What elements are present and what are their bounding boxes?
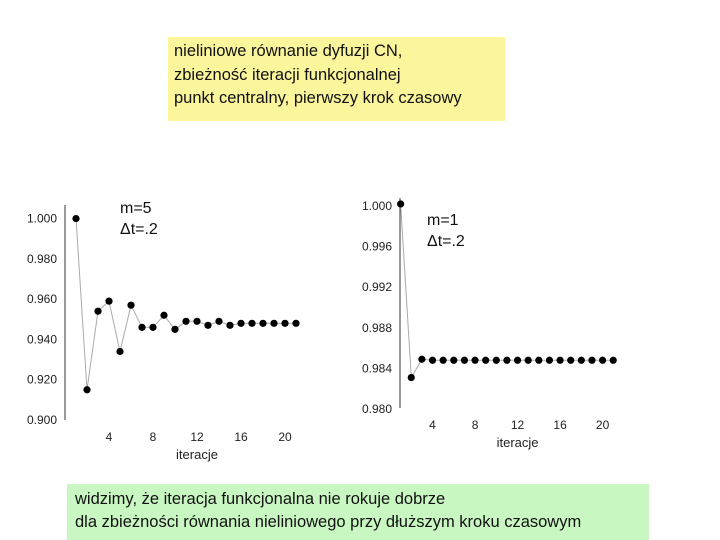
parameter-label: m=5: [120, 200, 152, 217]
data-point: [461, 357, 468, 364]
x-tick-label: 16: [234, 430, 248, 444]
y-tick-label: 0.996: [361, 239, 392, 254]
data-point: [503, 357, 510, 364]
data-point: [429, 357, 436, 364]
data-point: [471, 357, 478, 364]
x-tick-label: 8: [149, 430, 157, 444]
title-line-3: punkt centralny, pierwszy krok czasowy: [174, 89, 462, 107]
x-tick-label: 8: [471, 418, 479, 432]
parameter-label: Δt=.2: [120, 221, 158, 238]
data-point: [116, 348, 123, 355]
data-point: [237, 320, 244, 327]
data-point: [149, 324, 156, 331]
y-tick-label: 0.984: [361, 361, 392, 376]
x-tick-label: 20: [278, 430, 292, 444]
data-point: [193, 318, 200, 325]
chart-left: [27, 200, 300, 462]
data-point: [525, 357, 532, 364]
data-point: [83, 386, 90, 393]
x-tick-label: 12: [190, 430, 204, 444]
conclusion-note: [67, 484, 649, 540]
data-point: [215, 318, 222, 325]
x-tick-label: 4: [429, 418, 436, 432]
data-point: [535, 357, 542, 364]
x-tick-label: 16: [553, 418, 567, 432]
y-tick-label: 0.920: [26, 372, 57, 387]
data-point: [105, 298, 112, 305]
y-tick-label: 1.000: [361, 199, 392, 213]
data-point: [204, 322, 211, 329]
chart-right: [362, 198, 617, 450]
y-tick-label: 1.000: [26, 211, 57, 226]
data-point: [259, 320, 266, 327]
y-tick-label: 0.980: [26, 251, 57, 266]
data-point: [514, 357, 521, 364]
data-point: [440, 357, 447, 364]
y-tick-label: 0.900: [26, 413, 57, 427]
data-point: [270, 320, 277, 327]
data-point: [556, 357, 563, 364]
data-point: [408, 374, 415, 381]
y-tick-label: 0.980: [361, 402, 392, 416]
x-axis-title: iteracje: [176, 447, 218, 462]
conclusion-line-1: widzimy, że iteracja funkcjonalna nie rokuje dobrze: [75, 490, 446, 508]
data-point: [450, 357, 457, 364]
x-tick-label: 4: [105, 430, 113, 444]
series-line: [401, 204, 614, 378]
y-tick-label: 0.992: [361, 280, 392, 295]
y-tick-label: 0.960: [26, 292, 57, 307]
data-point: [281, 320, 288, 327]
title-line-1: nieliniowe równanie dyfuzji CN,: [174, 42, 403, 60]
conclusion-line-2: dla zbieżności równania nieliniowego przy dłuższym kroku czasowym: [75, 513, 582, 531]
x-tick-label: 20: [595, 418, 610, 432]
x-tick-label: 12: [510, 418, 525, 432]
parameter-label: m=1: [427, 212, 459, 229]
data-point: [182, 318, 189, 325]
data-point: [94, 308, 101, 315]
data-point: [138, 324, 145, 331]
data-point: [599, 357, 606, 364]
data-point: [171, 326, 178, 333]
data-point: [248, 320, 255, 327]
data-point: [160, 312, 167, 319]
data-point: [418, 356, 425, 363]
parameter-label: Δt=.2: [427, 233, 465, 250]
title-line-2: zbieżność iteracji funkcjonalnej: [174, 65, 401, 84]
data-point: [578, 357, 585, 364]
y-tick-label: 0.940: [26, 332, 57, 347]
data-point: [482, 357, 489, 364]
data-point: [493, 357, 500, 364]
data-point: [292, 320, 299, 327]
data-point: [610, 357, 617, 364]
data-point: [567, 357, 574, 364]
data-point: [397, 200, 404, 207]
data-point: [546, 357, 553, 364]
data-point: [226, 322, 233, 329]
x-axis-title: iteracje: [496, 435, 539, 450]
y-tick-label: 0.988: [361, 320, 392, 335]
data-point: [127, 302, 134, 309]
data-point: [72, 215, 79, 222]
data-point: [588, 357, 595, 364]
